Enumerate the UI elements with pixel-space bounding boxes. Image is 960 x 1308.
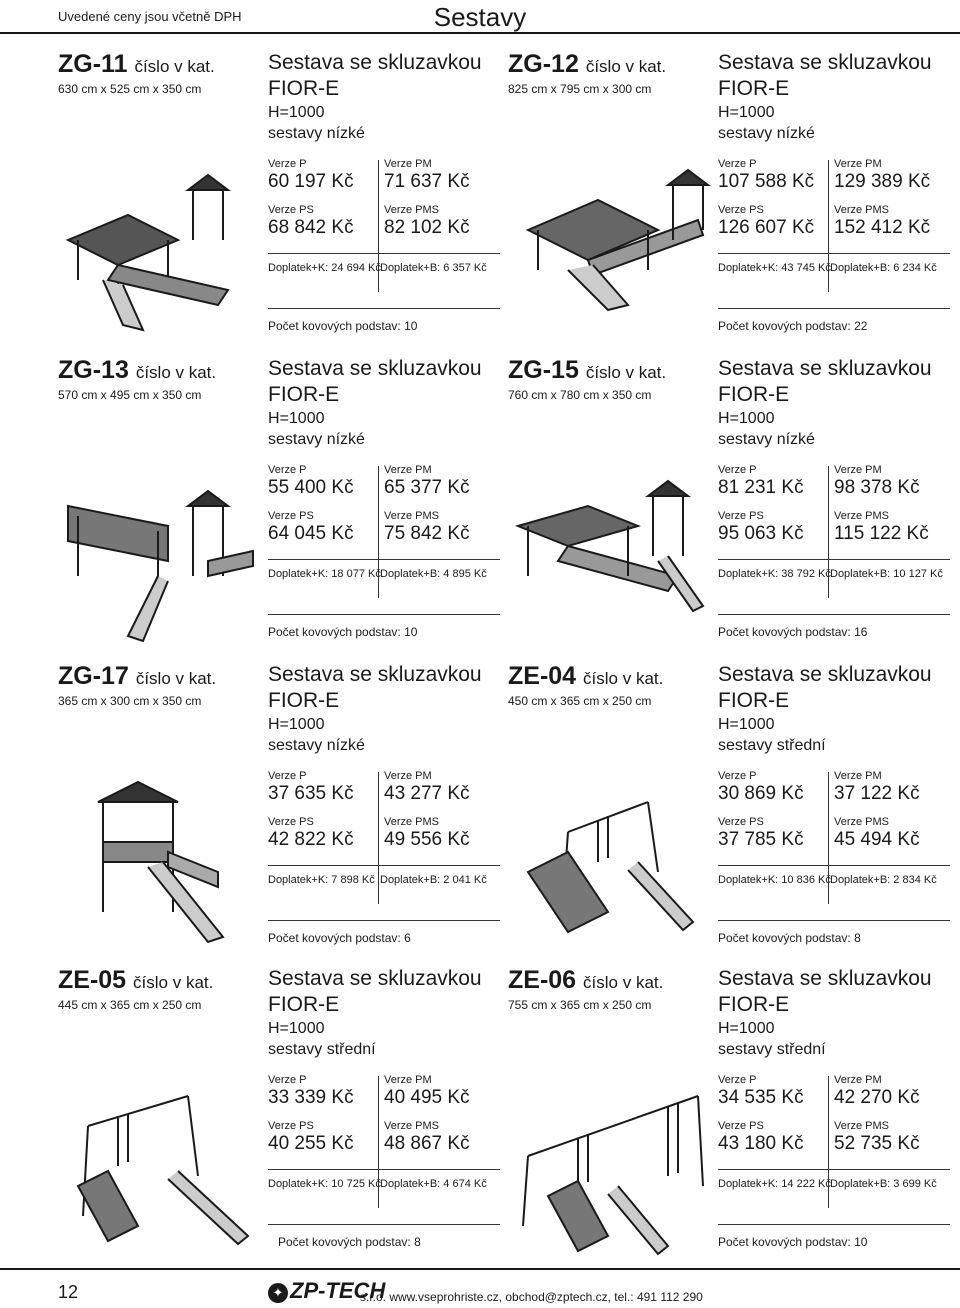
version-price: 107 588 Kč — [718, 171, 815, 192]
version-label: Verze PS — [268, 510, 314, 522]
desc-title: Sestava se skluzavkou — [268, 967, 482, 990]
code-id: ZE-06 — [508, 966, 577, 994]
playground-illustration-svg — [58, 1076, 263, 1266]
version-price: 64 045 Kč — [268, 523, 354, 544]
logo-text: ZP-TECH — [290, 1278, 386, 1303]
version-price: 37 122 Kč — [834, 783, 920, 804]
version-price: 30 869 Kč — [718, 783, 804, 804]
code-id: ZG-11 — [58, 50, 128, 78]
catalog-label: číslo v kat. — [134, 57, 215, 76]
desc-series: FIOR-E — [268, 689, 340, 712]
price-rule — [718, 559, 950, 560]
product-code — [58, 966, 213, 997]
price-table — [268, 158, 488, 274]
version-price: 40 495 Kč — [384, 1087, 470, 1108]
version-price: 75 842 Kč — [384, 523, 470, 544]
version-label: Verze P — [268, 464, 307, 476]
price-table — [268, 770, 488, 886]
price-cell-pm — [834, 158, 944, 204]
version-price: 48 867 Kč — [384, 1133, 470, 1154]
playground-illustration — [508, 1076, 713, 1266]
desc-category: sestavy střední — [718, 1041, 826, 1058]
price-cell-ps — [268, 816, 378, 862]
price-cell-pm — [834, 1074, 944, 1120]
version-price: 37 785 Kč — [718, 829, 804, 850]
version-price: 152 412 Kč — [834, 217, 931, 238]
metal-base-count: Počet kovových podstav: 22 — [718, 308, 950, 338]
surcharge-k: Doplatek+K: 10 836 Kč — [718, 874, 831, 886]
price-cell-ps — [268, 1120, 378, 1166]
desc-category: sestavy střední — [718, 737, 826, 754]
version-label: Verze P — [718, 770, 757, 782]
desc-series: FIOR-E — [718, 993, 790, 1016]
surcharge-b: Doplatek+B: 4 895 Kč — [380, 568, 487, 580]
price-cell-pms — [834, 204, 944, 250]
logo-mark-icon: ✦ — [268, 1283, 288, 1303]
product-dimensions: 365 cm x 300 cm x 350 cm — [58, 694, 202, 708]
playground-illustration — [58, 772, 263, 962]
price-cell-p — [718, 1074, 828, 1120]
surcharge-k: Doplatek+K: 38 792 Kč — [718, 568, 831, 580]
catalog-label: číslo v kat. — [585, 363, 667, 382]
version-price: 49 556 Kč — [384, 829, 470, 850]
catalog-label: číslo v kat. — [583, 973, 664, 992]
version-price: 71 637 Kč — [384, 171, 470, 192]
desc-height: H=1000 — [718, 410, 775, 427]
playground-illustration — [508, 466, 713, 656]
product-dimensions: 825 cm x 795 cm x 300 cm — [508, 82, 652, 96]
metal-base-count: Počet kovových podstav: 10 — [268, 308, 500, 338]
desc-title: Sestava se skluzavkou — [268, 663, 482, 686]
price-rule — [268, 1169, 500, 1170]
version-label: Verze PMS — [834, 816, 890, 828]
desc-series: FIOR-E — [268, 383, 340, 406]
price-table — [718, 158, 938, 274]
price-cell-ps — [268, 510, 378, 556]
version-price: 82 102 Kč — [384, 217, 470, 238]
surcharge-k: Doplatek+K: 43 745 Kč — [718, 262, 831, 274]
product-description — [268, 356, 482, 450]
version-label: Verze PS — [268, 204, 314, 216]
playground-illustration-svg — [58, 466, 263, 656]
surcharge-k: Doplatek+K: 24 694 Kč — [268, 262, 381, 274]
price-cell-pms — [384, 510, 494, 556]
playground-illustration-svg — [58, 772, 263, 962]
desc-height: H=1000 — [268, 410, 325, 427]
price-cell-ps — [268, 204, 378, 250]
playground-illustration-svg — [508, 466, 713, 656]
metal-base-count: Počet kovových podstav: 6 — [268, 920, 500, 950]
metal-base-count: Počet kovových podstav: 16 — [718, 614, 950, 644]
version-price: 42 822 Kč — [268, 829, 354, 850]
price-cell-p — [718, 464, 828, 510]
price-rule — [718, 1169, 950, 1170]
version-label: Verze PM — [834, 158, 882, 170]
version-price: 43 277 Kč — [384, 783, 470, 804]
version-label: Verze PM — [834, 1074, 882, 1086]
version-label: Verze PS — [268, 1120, 314, 1132]
price-cell-p — [268, 464, 378, 510]
page-header — [0, 0, 960, 38]
product-code — [58, 356, 216, 387]
version-label: Verze PS — [718, 816, 764, 828]
surcharge-b: Doplatek+B: 6 357 Kč — [380, 262, 487, 274]
version-label: Verze PMS — [384, 510, 440, 522]
page-title: Sestavy — [433, 2, 527, 32]
price-table — [718, 770, 938, 886]
surcharge-b: Doplatek+B: 2 041 Kč — [380, 874, 487, 886]
price-cell-pm — [384, 464, 494, 510]
desc-title: Sestava se skluzavkou — [718, 51, 932, 74]
version-label: Verze PM — [834, 464, 882, 476]
desc-height: H=1000 — [268, 104, 325, 121]
catalog-label: číslo v kat. — [583, 669, 664, 688]
price-cell-p — [268, 770, 378, 816]
price-cell-ps — [718, 1120, 828, 1166]
version-price: 115 122 Kč — [834, 523, 929, 544]
product-ze-04 — [508, 662, 960, 968]
version-price: 98 378 Kč — [834, 477, 920, 498]
price-cell-pms — [834, 510, 944, 556]
version-label: Verze PMS — [834, 1120, 890, 1132]
desc-series: FIOR-E — [268, 77, 340, 100]
product-code — [508, 966, 663, 997]
price-cell-p — [718, 158, 828, 204]
product-description — [718, 662, 932, 756]
price-rule — [268, 865, 500, 866]
metal-base-count: Počet kovových podstav: 10 — [718, 1224, 950, 1254]
product-description — [268, 662, 482, 756]
version-label: Verze PM — [834, 770, 882, 782]
desc-series: FIOR-E — [718, 689, 790, 712]
desc-height: H=1000 — [718, 104, 775, 121]
playground-illustration — [58, 160, 263, 350]
version-price: 60 197 Kč — [268, 171, 354, 192]
product-zg-13 — [58, 356, 520, 662]
version-label: Verze PM — [384, 464, 432, 476]
product-description — [268, 966, 482, 1060]
vat-note: Uvedené ceny jsou včetně DPH — [58, 9, 242, 24]
desc-category: sestavy nízké — [268, 737, 365, 754]
desc-height: H=1000 — [268, 716, 325, 733]
version-label: Verze PMS — [384, 816, 440, 828]
surcharge-b: Doplatek+B: 10 127 Kč — [830, 568, 943, 580]
price-cell-ps — [718, 204, 828, 250]
version-label: Verze PS — [718, 204, 764, 216]
product-description — [268, 50, 482, 144]
desc-category: sestavy nízké — [268, 431, 365, 448]
product-code — [58, 662, 216, 693]
page-number: 12 — [58, 1282, 79, 1302]
version-price: 52 735 Kč — [834, 1133, 920, 1154]
product-code — [508, 50, 666, 81]
product-code — [508, 356, 666, 387]
price-rule — [268, 253, 500, 254]
playground-illustration — [508, 160, 713, 350]
price-table — [718, 464, 943, 580]
price-cell-pms — [834, 816, 944, 862]
product-ze-05 — [58, 966, 520, 1272]
product-ze-06 — [508, 966, 960, 1272]
surcharge-k: Doplatek+K: 14 222 Kč — [718, 1178, 831, 1190]
playground-illustration-svg — [508, 1076, 713, 1266]
version-price: 68 842 Kč — [268, 217, 354, 238]
playground-illustration — [58, 466, 263, 656]
price-rule — [268, 559, 500, 560]
price-cell-ps — [718, 816, 828, 862]
version-label: Verze P — [718, 464, 757, 476]
version-price: 126 607 Kč — [718, 217, 815, 238]
version-price: 42 270 Kč — [834, 1087, 920, 1108]
surcharge-k: Doplatek+K: 10 725 Kč — [268, 1178, 381, 1190]
desc-category: sestavy nízké — [268, 125, 365, 142]
product-zg-17 — [58, 662, 520, 968]
product-dimensions: 760 cm x 780 cm x 350 cm — [508, 388, 652, 402]
playground-illustration-svg — [508, 772, 713, 962]
price-cell-pms — [384, 816, 494, 862]
version-label: Verze PMS — [834, 204, 890, 216]
surcharge-b: Doplatek+B: 6 234 Kč — [830, 262, 937, 274]
version-label: Verze PM — [384, 158, 432, 170]
version-label: Verze P — [718, 1074, 757, 1086]
product-code — [58, 50, 215, 81]
playground-illustration-svg — [58, 160, 263, 350]
price-cell-p — [268, 1074, 378, 1120]
desc-series: FIOR-E — [268, 993, 340, 1016]
version-label: Verze PMS — [834, 510, 890, 522]
product-dimensions: 570 cm x 495 cm x 350 cm — [58, 388, 202, 402]
version-price: 34 535 Kč — [718, 1087, 804, 1108]
price-rule — [718, 865, 950, 866]
price-rule — [718, 253, 950, 254]
version-label: Verze P — [268, 1074, 307, 1086]
footer-rule — [0, 1268, 960, 1270]
playground-illustration-svg — [508, 160, 713, 350]
version-price: 37 635 Kč — [268, 783, 354, 804]
metal-base-count: Počet kovových podstav: 8 — [718, 920, 950, 950]
version-price: 95 063 Kč — [718, 523, 804, 544]
desc-title: Sestava se skluzavkou — [718, 967, 932, 990]
price-cell-pms — [384, 204, 494, 250]
version-price: 81 231 Kč — [718, 477, 804, 498]
product-dimensions: 445 cm x 365 cm x 250 cm — [58, 998, 202, 1012]
product-zg-12 — [508, 50, 960, 356]
version-label: Verze P — [268, 770, 307, 782]
desc-title: Sestava se skluzavkou — [268, 51, 482, 74]
product-description — [718, 356, 932, 450]
price-cell-p — [268, 158, 378, 204]
code-id: ZE-04 — [508, 662, 577, 690]
metal-base-count: Počet kovových podstav: 8 — [268, 1224, 500, 1254]
price-cell-pm — [834, 464, 944, 510]
surcharge-b: Doplatek+B: 3 699 Kč — [830, 1178, 937, 1190]
product-dimensions: 630 cm x 525 cm x 350 cm — [58, 82, 202, 96]
surcharge-k: Doplatek+K: 18 077 Kč — [268, 568, 381, 580]
product-description — [718, 966, 932, 1060]
code-id: ZE-05 — [58, 966, 127, 994]
version-label: Verze PM — [384, 1074, 432, 1086]
version-price: 43 180 Kč — [718, 1133, 804, 1154]
version-label: Verze PM — [384, 770, 432, 782]
code-id: ZG-17 — [58, 662, 129, 690]
version-label: Verze PS — [718, 510, 764, 522]
desc-category: sestavy nízké — [718, 431, 815, 448]
desc-title: Sestava se skluzavkou — [268, 357, 482, 380]
price-cell-pms — [834, 1120, 944, 1166]
playground-illustration — [58, 1076, 263, 1266]
company-contact: s.r.o. www.vseprohriste.cz, obchod@zptech.cz, tel.: 491 112 290 — [360, 1290, 703, 1304]
price-cell-pm — [384, 770, 494, 816]
price-cell-pm — [384, 1074, 494, 1120]
desc-series: FIOR-E — [718, 77, 790, 100]
price-table — [718, 1074, 938, 1190]
version-price: 33 339 Kč — [268, 1087, 354, 1108]
version-price: 40 255 Kč — [268, 1133, 354, 1154]
desc-series: FIOR-E — [718, 383, 790, 406]
version-price: 65 377 Kč — [384, 477, 470, 498]
code-id: ZG-12 — [508, 50, 579, 78]
product-description — [718, 50, 932, 144]
catalog-label: číslo v kat. — [585, 57, 667, 76]
code-id: ZG-13 — [58, 356, 129, 384]
version-label: Verze PMS — [384, 204, 440, 216]
version-label: Verze PS — [268, 816, 314, 828]
catalog-label: číslo v kat. — [135, 669, 217, 688]
desc-category: sestavy střední — [268, 1041, 376, 1058]
version-price: 55 400 Kč — [268, 477, 354, 498]
code-id: ZG-15 — [508, 356, 579, 384]
catalog-label: číslo v kat. — [133, 973, 214, 992]
desc-height: H=1000 — [268, 1020, 325, 1037]
price-cell-p — [718, 770, 828, 816]
desc-height: H=1000 — [718, 1020, 775, 1037]
price-cell-ps — [718, 510, 828, 556]
version-label: Verze PS — [718, 1120, 764, 1132]
version-price: 45 494 Kč — [834, 829, 920, 850]
product-code — [508, 662, 663, 693]
playground-illustration — [508, 772, 713, 962]
desc-height: H=1000 — [718, 716, 775, 733]
price-table — [268, 1074, 488, 1190]
header-rule — [0, 32, 960, 34]
desc-title: Sestava se skluzavkou — [718, 357, 932, 380]
version-price: 129 389 Kč — [834, 171, 931, 192]
product-zg-15 — [508, 356, 960, 662]
product-dimensions: 450 cm x 365 cm x 250 cm — [508, 694, 652, 708]
page-footer — [0, 1268, 960, 1308]
surcharge-b: Doplatek+B: 4 674 Kč — [380, 1178, 487, 1190]
price-cell-pms — [384, 1120, 494, 1166]
surcharge-b: Doplatek+B: 2 834 Kč — [830, 874, 937, 886]
product-dimensions: 755 cm x 365 cm x 250 cm — [508, 998, 652, 1012]
price-divider — [378, 772, 379, 904]
price-cell-pm — [384, 158, 494, 204]
product-zg-11 — [58, 50, 520, 356]
price-table — [268, 464, 488, 580]
surcharge-k: Doplatek+K: 7 898 Kč — [268, 874, 375, 886]
version-label: Verze P — [268, 158, 307, 170]
catalog-label: číslo v kat. — [135, 363, 217, 382]
metal-base-count: Počet kovových podstav: 10 — [268, 614, 500, 644]
version-label: Verze PMS — [384, 1120, 440, 1132]
price-cell-pm — [834, 770, 944, 816]
desc-title: Sestava se skluzavkou — [718, 663, 932, 686]
version-label: Verze P — [718, 158, 757, 170]
desc-category: sestavy nízké — [718, 125, 815, 142]
